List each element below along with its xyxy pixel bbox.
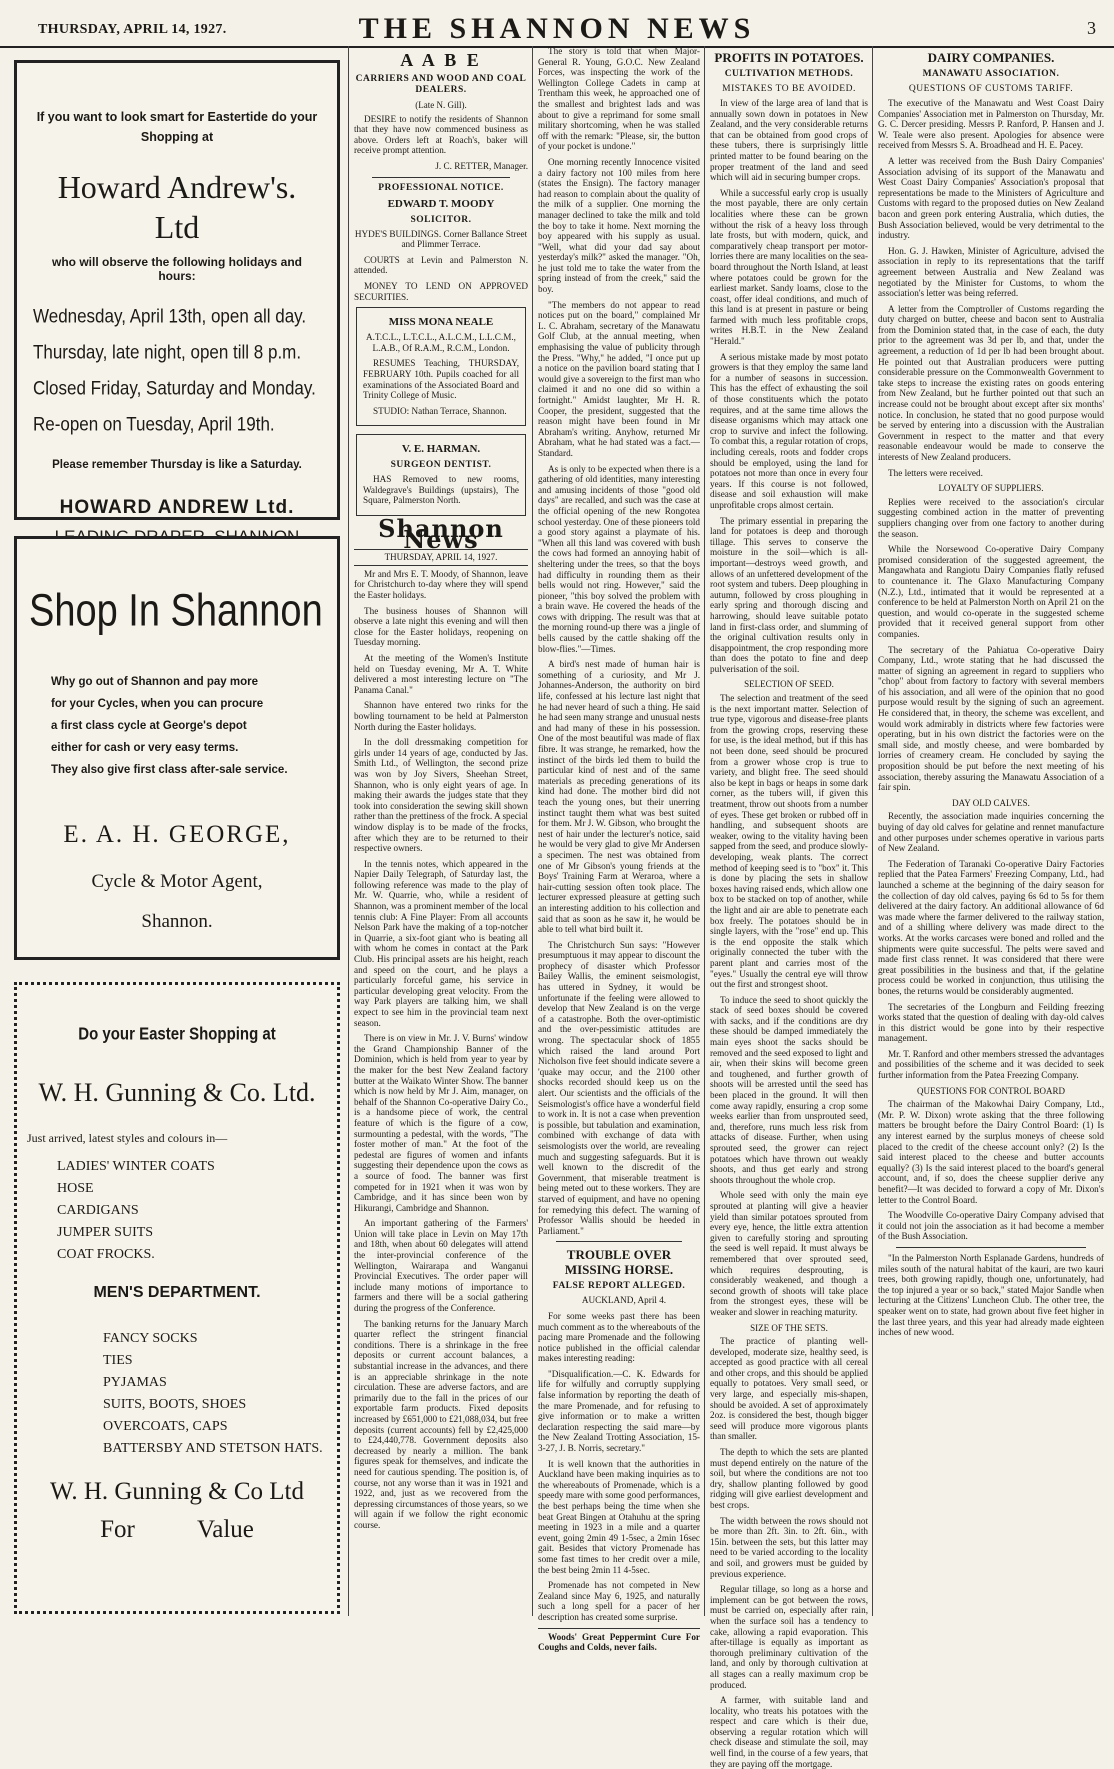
aabe-subtitle: CARRIERS AND WOOD AND COAL DEALERS.	[355, 74, 527, 95]
howard-signature: HOWARD ANDREW Ltd.	[59, 497, 295, 518]
control-para-2: The Woodville Co-operative Dairy Company advised that it could not join the association as it had become a member of the Bush Association.	[878, 1210, 1104, 1242]
george-headline: Shop In Shannon	[29, 585, 323, 637]
dairy-para-3: Hon. G. J. Hawken, Minister of Agriculture, advised the association in reply to its representations that the tariff agreement between Australia and New Zealand was negotiated by the Minister for Customs, to whom the association's letter was being referred.	[878, 245, 1104, 299]
woods-advert: Woods' Great Peppermint Cure For Coughs and Colds, never fails.	[538, 1628, 700, 1653]
george-body-1: Why go out of Shannon and pay more	[51, 676, 258, 688]
page-number: 3	[1087, 18, 1096, 38]
moody-money: MONEY TO LEND ON APPROVED SECURITIES.	[354, 280, 528, 302]
story-para-2: One morning recently Innocence visited a dairy factory not 100 miles from here (states the Ensign). The factory manager had reason to complain about the quality of the milk of a supplier. One morning the manager declined to take the milk and told the boy to take it home. Next morning the boy appeared with his supply as usual. "Well, what did your dad say about yesterday's milk?" asked the manager. "Oh, he just told me to take the water from the spring instead of from the creek," said the boy.	[538, 156, 700, 295]
dairy-para-4: A letter from the Comptroller of Customs regarding the duty charged on butter, cheese and bacon sent to Australia from the Dominion stated that, in the case of each, the duty prior to the agreement was 3d per lb, and that, under the agreement, a reduction of 1d per lb had been brought about. He pointed out that Australian producers were putting considerable pressure on the Commonwealth Government to take steps to increase the existing rates on goods entering from New Zealand, but he further pointed out that such an increase could not be brought about except after six months' notice. In conclusion, he stated that no good purpose would be served by entering into a discussion with the Australian Government in respect to the matter and that every reasonable endeavour would be made to conserve the interests of New Zealand producers.	[878, 303, 1104, 462]
moody-title: SOLICITOR.	[410, 214, 472, 225]
seed-para-3: Whole seed with only the main eye sprouted at planting will give a heavier yield than similar potatoes sprouted from every eye, hence, the little extra attention given to carefully storing and sprouting the seed is well repaid. It must always be remembered that over sprouted seed, which requires desprouting, is considerably weakened, and though a second growth of shoots will take place from the strongest eyes, these will be weaker and slower in reaching maturity.	[710, 1190, 868, 1317]
george-body-4: either for cash or very easy terms.	[51, 742, 239, 754]
howard-hours-2: Thursday, late night, open till 8 p.m.	[33, 341, 302, 364]
divider	[372, 177, 510, 178]
george-ad	[14, 536, 340, 960]
paper-nameplate: Shannon News	[378, 514, 504, 554]
news-para-9: The banking returns for the January March quarter reflect the stringent financial conditions. There is a shrinkage in the free deposits or current account balances, a substantial increase in the advances, and there is an appreciable shrinkage in the note circulation. These are adverse factors, and are primarily due to the fall in the prices of our exportable farm products. Fixed deposits increased by £651,000 to £21,088,034, but free deposits (current accounts) fell by £2,425,000 to £24,440,778. Government deposits also decreased by nearly a million. The bank figures speak for themselves, and indicate the need for cautious spending. The position is, of course, not any worse than it was in 1921 and 1922, and, just as we recovered from the depressing circumstances of those years, so we will again if we follow the right economic course.	[354, 1318, 528, 1530]
neale-name: MISS MONA NEALE	[388, 316, 494, 329]
howard-hours-1: Wednesday, April 13th, open all day.	[33, 305, 307, 328]
divider	[556, 1241, 682, 1242]
howard-hours-intro: who will observe the following holidays and hours:	[51, 255, 303, 283]
gunning-for: For	[100, 1516, 135, 1543]
divider	[896, 1247, 1086, 1248]
story-para-3: "The members do not appear to read notices put on the board," complained Mr L. C. Abraham, secretary of the Manawatu Golf Club, at the annual meeting, when emphasising the value of publicity through the Press. "Why," he added, "I once put up a notice on the pavilion board stating that I would give a sovereign to the first man who claimed it and no one did so within a fortnight." Amidst laughter, Mr H. R. Cooper, the president, suggested that the reason might have been found in Mr Abraham's writing. Anyhow, returned Mr Abraham, what he had stated was a fact.—Standard.	[538, 299, 700, 458]
gunning-item-4: JUMPER SUITS	[57, 1225, 154, 1240]
size-para-1: The practice of planting well-developed, moderate size, healthy seed, is accepted as good practice with all cereal and other crops, and this should be applied equally to potatoes. Very small seed, or very large, and especially mis-shapen, should be avoided. A set of approximately 2oz. is considered the best, though bigger seed will produce more vigorous plants than smaller.	[710, 1336, 868, 1442]
calves-para-3: The secretaries of the Longburn and Feilding freezing works stated that the question of dealing with day-old calves in this district would be gone into by their respective management.	[878, 1001, 1104, 1044]
news-para-7: There is on view in Mr. J. V. Burns' window the Grand Championship Banner of the Dominion, which is held from year to year by the maker for the best New Zealand factory butter at the Waikato Winter Show. The banner which is now held by Mr J. Aim, manager, on behalf of the Shannon Co-operative Dairy Co., is a handsome piece of work, the central feature of which is the figure of a cow, surmounting a pedestal, with the words, "The foster mother of man." At the foot of the pedestal are figures of women and infants suggesting their dependence upon the cows as a source of food. The banner was first competed for in 1921 when it was won by Cambridge, and it has since been won by Hikurangi, Cambridge and Shannon.	[354, 1033, 528, 1213]
neale-body: RESUMES Teaching, THURSDAY, FEBRUARY 10th. Pupils coached for all examinations of the Associated Board and Trinity College of Music.	[363, 358, 519, 401]
gunning-footer-name: W. H. Gunning & Co Ltd	[50, 1478, 304, 1505]
calves-heading: DAY OLD CALVES.	[952, 797, 1030, 808]
howard-hours-3: Closed Friday, Saturday and Monday.	[33, 377, 316, 400]
story-para-6: The Christchurch Sun says: "However presumptuous it may appear to discount the prophecy of disaster which Professor Bailey Wallis, the eminent seismologist, has uttered in Sydney, it would be unfortunate if the feeling were allowed to develop that New Zealand is on the verge of a catastrophe. Both the over-optimistic and the over-pessimistic attitudes are wrong. The spectacular shock of 1855 which raised the land around Port Nicholson five feet should indicate severe a 'quake may occur, and the 2100 other shocks recorded should keep us on the alert. Our scientists and the officials of the Seismologist's office have a wonderful field to work in. It is not a case when prevention is possible, but tabulation and examination, combined with exchange of data with seismologists over the world, are revealing much and suggesting safeguards. But it is well known to the discredit of the Government, that miserable treatment is being meted out to these workers. They are starved of equipment, and have no opening for remedying this defect. The warning of Professor Wallis should be heeded in Parliament."	[538, 939, 700, 1236]
gunning-item-2: HOSE	[57, 1181, 94, 1196]
control-para-1: The chairman of the Makowhai Dairy Company, Ltd., (Mr. P. W. Dixon) wrote asking that the three following matters be brought before the Dairy Control Board: (1) Is any interest earned by the surplus moneys of cheese sold placed to the credit of the cheese account only? (2) Is the said interest placed to the cheese and butter accounts equally? (3) Is the said interest placed to the board's general account, and, if so, does the cheese supplier derive any benefit?—It was decided to forward a copy of Mr. Dixon's letter to the Control Board.	[878, 1099, 1104, 1205]
potatoes-sub-1: CULTIVATION METHODS.	[724, 69, 854, 79]
gunning-mens-item-4: SUITS, BOOTS, SHOES	[103, 1397, 247, 1412]
potatoes-para-4: The primary essential in preparing the land for potatoes is deep and thorough tillage. This serves to conserve the moisture in the soil—which is all-important—destroys weed growth, and allows of an unfettered development of the root system and tubers. Deep ploughing in autumn, followed by cross ploughing in early spring and thorough discing and harrowing, should leave suitable potato land in first-class order, and slumming of the original cultivation results only in disappointment, the crop responding more than does the potato to fine and deep pulverisation of the soil.	[710, 515, 868, 674]
aabe-signature: J. C. RETTER, Manager.	[435, 160, 528, 171]
potatoes-para-3: A serious mistake made by most potato growers is that they employ the same land for a number of seasons in succession. This has the effect of exhausting the soil of those constituents which the potato requires, and at the same time allows the disease organisms which may attack one crop to survive and infect the following. To combat this, a regular rotation of crops, including cereals, roots and fodder crops should be employed, using the land for potatoes not more than once in every four years. If this course is not followed, disease and soil exhaustion will make unprofitable crops almost certain.	[710, 351, 868, 510]
gunning-footer-for	[27, 1516, 327, 1544]
howard-andrew-ad	[14, 60, 340, 520]
gunning-mens-heading: MEN'S DEPARTMENT.	[93, 1284, 261, 1301]
moody-name: EDWARD T. MOODY	[387, 197, 495, 210]
column-rule	[348, 46, 349, 1616]
gardens-para: "In the Palmerston North Esplanade Gardens, hundreds of miles south of the natural habitat of the kauri, are two kauri trees, both growing rapidly, though one, unfortunately, had the top injured a year or so back," stated Major Sandle when lecturing at the Citizens' Luncheon Club. The other tree, the speaker went on to state, had grown about five feet higher in the last three years, and this year had already made eighteen inches of new wood.	[878, 1252, 1104, 1338]
column-rule	[532, 46, 533, 1616]
newspaper-title: THE SHANNON NEWS	[358, 12, 756, 45]
gunning-item-3: CARDIGANS	[57, 1203, 139, 1218]
gunning-mens-item-5: OVERCOATS, CAPS	[103, 1419, 228, 1434]
george-trade: Cycle & Motor Agent,	[91, 871, 263, 892]
news-para-4: Shannon have entered two rinks for the bowling tournament to be held at Palmerston North during the Easter holidays.	[354, 700, 528, 732]
potatoes-sub-2: MISTAKES TO BE AVOIDED.	[722, 84, 856, 94]
horse-headline: TROUBLE OVER MISSING HORSE.	[564, 1247, 674, 1278]
news-para-8: An important gathering of the Farmers' Union will take place in Levin on May 17th and 18th, when about 60 delegates will attend the inter-provincial conference of the Wellington, Wairarapa and Wanganui Provincial Executives. The order paper will include many motions of importance to farmers and there will be a social gathering during the progress of the Conference.	[354, 1218, 528, 1314]
story-para-4: As is only to be expected when there is a gathering of old identities, many interesting and amusing incidents of those "good old days" are recalled, and such was the case at the official opening of the new Rongotea school yesterday. One of these pioneers told a good story against a playmate of his. "When all this land was covered with bush the cows had formed an annoying habit of sheltering under the trees, so that the boys had difficulty in rounding them as their bells would not ring. However," said the pioneer, "this boy solved the problem with a brain wave. He covered the heads of the cows with dripping. The result was that at the morning round-up there was a jingle of bells caused by the cattle shaking off the blow-flies."—Times.	[538, 463, 700, 654]
neale-studio: STUDIO: Nathan Terrace, Shannon.	[373, 405, 507, 416]
howard-name: Howard Andrew's. Ltd	[57, 169, 297, 245]
harman-notice	[356, 434, 526, 516]
size-para-4: Regular tillage, so long as a horse and implement can be got between the rows, must be carried on, especially after rain, when the surface soil has a tendency to cake, allowing a rapid evaporation. This after-tillage is equally as important as thorough preliminary cultivation of the land, and only by thorough cultivation at all stages can a really maximum crop be produced.	[710, 1584, 868, 1690]
potatoes-para-2: While a successful early crop is usually the most payable, there are only certain localities where these can be grown without the risk of a heavy loss through late frosts, but with modern, quick, and comparatively cheap transport per motor-lorries there are many localities on the sea-board throughout the North Island, at least where potatoes could be grown for the earliest market. Sandy loams, close to the coast, offer ideal conditions, and much of this land is at present in pasture or being farmed with much less profitable crops, writes H.B.T. in the New Zealand "Herald."	[710, 187, 868, 347]
horse-dateline: AUCKLAND, April 4.	[581, 1295, 667, 1306]
george-town: Shannon.	[141, 911, 213, 932]
horse-subheading: FALSE REPORT ALLEGED.	[552, 1281, 686, 1292]
column-1	[354, 46, 528, 1616]
horse-para-1: For some weeks past there has been much comment as to the whereabouts of the pacing mare Promenade and the following notice published in the official calendar makes interesting reading:	[538, 1310, 701, 1364]
harman-title: SURGEON DENTIST.	[390, 460, 492, 471]
moody-courts: COURTS at Levin and Palmerston N. attended.	[354, 254, 528, 276]
loyalty-para-1: Replies were received to the association's circular suggesting combined action in the matter of preventing suppliers changing over from one factory to another during the season.	[878, 496, 1104, 539]
gunning-item-5: COAT FROCKS.	[57, 1247, 155, 1262]
news-para-5: In the doll dressmaking competition for girls under 14 years of age, conducted by Jas. Smith Ltd., of Wellington, the second prize was won by Joy Sivers, Sheehan Street, Shannon, who is only eight years of age. In making their awards the judges state that they took into consideration the sewing skill shown rather than the prettiness of the frock. A special window display is to be made of the frocks, after which they are to be returned to their respective owners.	[354, 737, 528, 854]
size-para-3: The width between the rows should not be more than 2ft. 3in. to 2ft. 6in., with 15in. between the sets, but this latter may need to be varied according to the locality and soil, and growers must be guided by previous experience.	[710, 1515, 868, 1579]
gunning-arrived: Just arrived, latest styles and colours in—	[27, 1131, 228, 1145]
control-heading: QUESTIONS FOR CONTROL BOARD	[917, 1085, 1065, 1096]
dairy-para-1: The executive of the Manawatu and West Coast Dairy Companies' Association met in Palmerston on Thursday, Mr. G. C. Dercer presiding. Messrs P. Ranford, P. Hansen and J. W. Teale were also present. Apologies for absence were received from Messrs S. A. Broadhead and H. E. Pacey.	[878, 98, 1104, 151]
aabe-title: A A B E	[400, 50, 482, 70]
column-rule	[872, 46, 873, 1616]
neale-qualifications: A.T.C.L., L.T.C.L., A.L.C.M., L.L.C.M., L.A.B., Of R.A.M., R.C.M., London.	[366, 332, 516, 353]
george-body-3: a first class cycle at George's depot	[51, 720, 247, 732]
dairy-sub-1: MANAWATU ASSOCIATION.	[922, 69, 1060, 79]
calves-para-2: The Federation of Taranaki Co-operative Dairy Factories replied that the Patea Farmers' Freezing Company, Ltd., had launched a scheme at the beginning of the dairy season for the collection of day old calves, paying 6s 6d to 5s for them delivered at the dairy factory. An additional allowance of 6d was made where the farmer delivered to the railway station, and of a shilling where delivery was made direct to the works. At the works carcases were boned and rolled and the shipments were quite successful. The pelts were saved and made first class rennet. It was considered that there were great possibilities in the business and that, if the gelatine process could be worked in conjunction, thus utilising the bones, the returns would be considerably augmented.	[878, 858, 1104, 996]
news-para-1: Mr and Mrs E. T. Moody, of Shannon, leave for Christchurch to-day where they will spend the Easter holidays.	[354, 568, 528, 601]
gunning-intro: Do your Easter Shopping at	[78, 1024, 276, 1045]
news-para-3: At the meeting of the Women's Institute held on Tuesday evening, Mr A. T. White delivered a most interesting lecture on "The Panama Canal."	[354, 653, 528, 695]
masthead	[0, 0, 1114, 48]
size-heading: SIZE OF THE SETS.	[750, 1322, 828, 1333]
column-3	[710, 46, 868, 1769]
harman-body: HAS Removed to new rooms, Waldegrave's Buildings (upstairs), The Square, Palmerston North.	[363, 474, 519, 506]
dairy-sub-2: QUESTIONS OF CUSTOMS TARIFF.	[908, 84, 1074, 94]
seed-para-1: The selection and treatment of the seed is the next important matter. Selection of true type, vigorous and disease-free plants from the growing crops, reserving these for use, is the ideal method, but if this has not been done, seed should be procured from a grower whose crop is true to variety, and blight free. The seed should also be kept in bags or heaps in some dark corner, as the tubers will, if given this treatment, throw out shoots from a number of eyes. These get broken or rubbed off in handling, and subsequent shoots are weaker, owing to the vitality having been sapped from the seed, and produce slowly-developing, weak plants. The correct method of keeping seed is to "box" it. This is done by placing the sets in shallow boxes having raised ends, which allow one box to be stacked on top of another, while the light and air are able to penetrate each box freely. The potatoes should be in single layers, with the "rose" end up. This is the end opposite the stalk which originally connected the tuber with the parent plant and carries most of the "eyes." Usually the central eye will throw out the first and strongest shoot.	[710, 693, 868, 990]
aabe-body: DESIRE to notify the residents of Shannon that they have now commenced business as above. Orders left at Roach's, baker will receive prompt attention.	[354, 113, 528, 156]
gunning-mens-item-2: TIES	[103, 1353, 133, 1368]
aabe-late: (Late N. Gill).	[415, 100, 467, 110]
gunning-mens-item-1: FANCY SOCKS	[103, 1331, 198, 1346]
dairy-para-5: The letters were received.	[888, 467, 983, 478]
george-body-2: for your Cycles, when you can procure	[51, 698, 264, 710]
horse-para-2: "Disqualification.—C. K. Edwards for life for wilfully and corruptly supplying false information by reporting the death of the mare Promenade, and for refusing to give information or to make a written declaration respecting the said mare—by the New Zealand Trotting Association, 15-3-27, J. B. Norris, secretary."	[538, 1368, 700, 1454]
column-rule	[704, 46, 705, 1616]
loyalty-para-2: While the Norsewood Co-operative Dairy Company promised consideration of the suggested agreement, the Mangawhata and Rangiotu Dairy Companies flatly refused to countenance it. The Glaxo Manufacturing Company (N.Z.), Ltd., intimated that it would be represented at a conference to be held at Palmerston North on April 21 on the question, and would co-operate in the suggested scheme provided that it received general support from other companies.	[878, 544, 1104, 639]
horse-para-4: Promenade has not competed in New Zealand since May 6, 1925, and naturally such a long spell for a pacer of her description has created some surprise.	[538, 1580, 700, 1622]
howard-hours-4: Re-open on Tuesday, April 19th.	[33, 413, 275, 436]
seed-para-2: To induce the seed to shoot quickly the stack of seed boxes should be covered with sacks, and if the conditions are dry these should be damped immediately the main eyes shoot the sacks should be removed and the seed exposed to light and air, when their skins will become green and toughened, and further growth of shoots will be arrested until the seed has been placed in the ground. It will then come away rapidly, ensuring a crop some weeks earlier than from unsprouted seed, and, therefore, runs much less risk from attacks of disease. Further, when using sprouted seed, the grower can reject potatoes which have thrown out weakly shoots, and thus get early and strong shoots throughout the whole crop.	[710, 994, 868, 1185]
gunning-mens-item-6: BATTERSBY AND STETSON HATS.	[103, 1441, 323, 1456]
gunning-value: Value	[196, 1516, 254, 1543]
story-para-1: The story is told that when Major-General R. Young, G.O.C. New Zealand Forces, was inspecting the work of the Wellington College Cadets in camp at Trentham this week, he approached one of the smallest and brightest lads and was about to give a reprimand for some small military shortcoming, when he was stalled off with the remark: "Please, sir, the button of your pocket is undone."	[538, 46, 700, 152]
gunning-mens-item-3: PYJAMAS	[103, 1375, 167, 1390]
story-para-5: A bird's nest made of human hair is something of a curiosity, and Mr J. Johannes-Anderson, the authority on bird life, confessed at his lecture last night that he had never heard of such a thing. He said he had seen many strange and unusual nests and had many of these in his possession. One of the most beautiful was made of flax fibre. It was strange, he remarked, how the instinct of the birds led them to build the particular kind of nest and of the same materials as preceding generations of its kind had done. The mother bird did not teach the young ones, but their unerring instinct taught them what was best suited for them. Mr J. W. Gibson, who brought the nest of hair under the lecturer's notice, said he would be very glad to give Mr Andersen a specimen. The nest was obtained from one of Mr Gibson's young friends at the Boys' Training Farm at Weraroa, where a hair-cutting session often took place. The lecturer expressed pleasure at getting such an interesting addition to his collection and said that as soon as he saw it, he would be able to tell what bird built it.	[538, 659, 700, 935]
gunning-name: W. H. Gunning & Co. Ltd.	[38, 1078, 316, 1107]
horse-para-3: It is well known that the authorities in Auckland have been making inquiries as to the whereabouts of Promenade, which is a speedy mare with some good performances, the best perhaps being the time when she beat Great Bingen at Otahuhu at the spring meeting in 1923 in a mile and a quarter event, going 2min 49 1-5sec, a 2min 16sec gait. Besides that victory Promenade has some fast times to her credit over a mile, the best being 2min 11 4-5sec.	[538, 1458, 700, 1575]
paper-date: THURSDAY, APRIL 14, 1927.	[354, 549, 528, 566]
potatoes-para-1: In view of the large area of land that is annually sown down in potatoes in New Zealand, and the very considerable returns that can be obtained from good crops of these tubers, there is surprisingly little printed matter to be found bearing on the proper treatment of the land and seed which will aid in securing bumper crops.	[710, 98, 868, 183]
moody-address: HYDE'S BUILDINGS. Corner Ballance Street and Plimmer Terrace.	[354, 228, 528, 250]
loyalty-para-3: The secretary of the Pahiatua Co-operative Dairy Company, Ltd., wrote stating that he had discussed the matter of signing an agreement in regard to suppliers who "chop" about from factory to factory with several members of his association, and all were of the opinion that no good purpose would result by the signing of such an agreement. He considered that, in theory, the scheme was excellent, and would work admirably in districts where few factories were operating, but in his own district the factories were on the small side, and mostly cheese, and were bombarded by lorries of creamery cream. He concluded by saying the proposition should be put before the next meeting of his association, thereby assuring the Manawatu Association of a fair spin.	[878, 644, 1104, 793]
gunning-item-1: LADIES' WINTER COATS	[57, 1159, 215, 1174]
harman-name: V. E. HARMAN.	[401, 443, 481, 456]
gunning-ad	[14, 982, 340, 1614]
news-para-6: In the tennis notes, which appeared in the Napier Daily Telegraph, of Saturday last, the following reference was made to the play of Mr. W. Quarrie, who, while a resident of Shannon, was a prominent member of the local tennis club: A Fine Player: From all accounts Nelson Park have the making of a top-notcher in Quarrie, a six-foot giant who is beating all with whom he comes in contact at the Park Club. His principal assets are his height, reach and speed on the court, and he plays a particularly forceful game, his service in particular developing great velocity. From the way Park players are talking him, we shall expect to see him in the provincial team next season.	[354, 858, 528, 1028]
george-body-5: They also give first class after-sale service.	[51, 764, 288, 776]
calves-para-4: Mr. T. Ranford and other members stressed the advantages and possibilities of the scheme and it was decided to seek further information from the Patea Freezing Company.	[878, 1048, 1104, 1081]
howard-intro: If you want to look smart for Eastertide do your Shopping at	[36, 110, 318, 144]
neale-notice	[356, 307, 526, 426]
size-para-2: The depth to which the sets are planted must depend entirely on the nature of the soil, but where the conditions are not too dry, shallow planting followed by good ridging will give earliest development and best crops.	[710, 1447, 868, 1510]
dairy-para-2: A letter was received from the Bush Dairy Companies' Association advising of its support of the Manawatu and West Coast Dairy Companies' Association's proposal that representations be made to the Ministers of Agriculture and Customs with regard to the proposed duties on New Zealand bacon and green pork entering Australia, which duties, the Bush Association believed, would be very detrimental to the industry.	[878, 155, 1104, 241]
news-para-2: The business houses of Shannon will observe a late night this evening and will then close for the Easter holidays, reopening on Tuesday morning.	[354, 605, 528, 648]
column-2	[538, 46, 701, 1653]
howard-reminder: Please remember Thursday is like a Saturday.	[52, 459, 302, 471]
column-4	[878, 46, 1104, 1616]
professional-notice: PROFESSIONAL NOTICE.	[378, 182, 504, 193]
calves-para-1: Recently, the association made inquiries concerning the buying of day old calves for gelatine and rennet manufacture and other purposes under schemes operative in various parts of New Zealand.	[878, 811, 1104, 854]
george-name: E. A. H. GEORGE,	[63, 821, 291, 848]
loyalty-heading: LOYALTY OF SUPPLIERS.	[938, 483, 1044, 494]
issue-date: THURSDAY, APRIL 14, 1927.	[38, 22, 227, 37]
dairy-headline: DAIRY COMPANIES.	[927, 50, 1055, 65]
seed-heading: SELECTION OF SEED.	[744, 679, 834, 690]
potatoes-headline: PROFITS IN POTATOES.	[714, 50, 864, 65]
size-para-5: A farmer, with suitable land and locality, who treats his potatoes with the respect and care which is their due, observing a regular rotation which will check disease and stimulate the soil, may well find, in the course of a few years, that they are paying off the mortgage.	[710, 1695, 868, 1769]
